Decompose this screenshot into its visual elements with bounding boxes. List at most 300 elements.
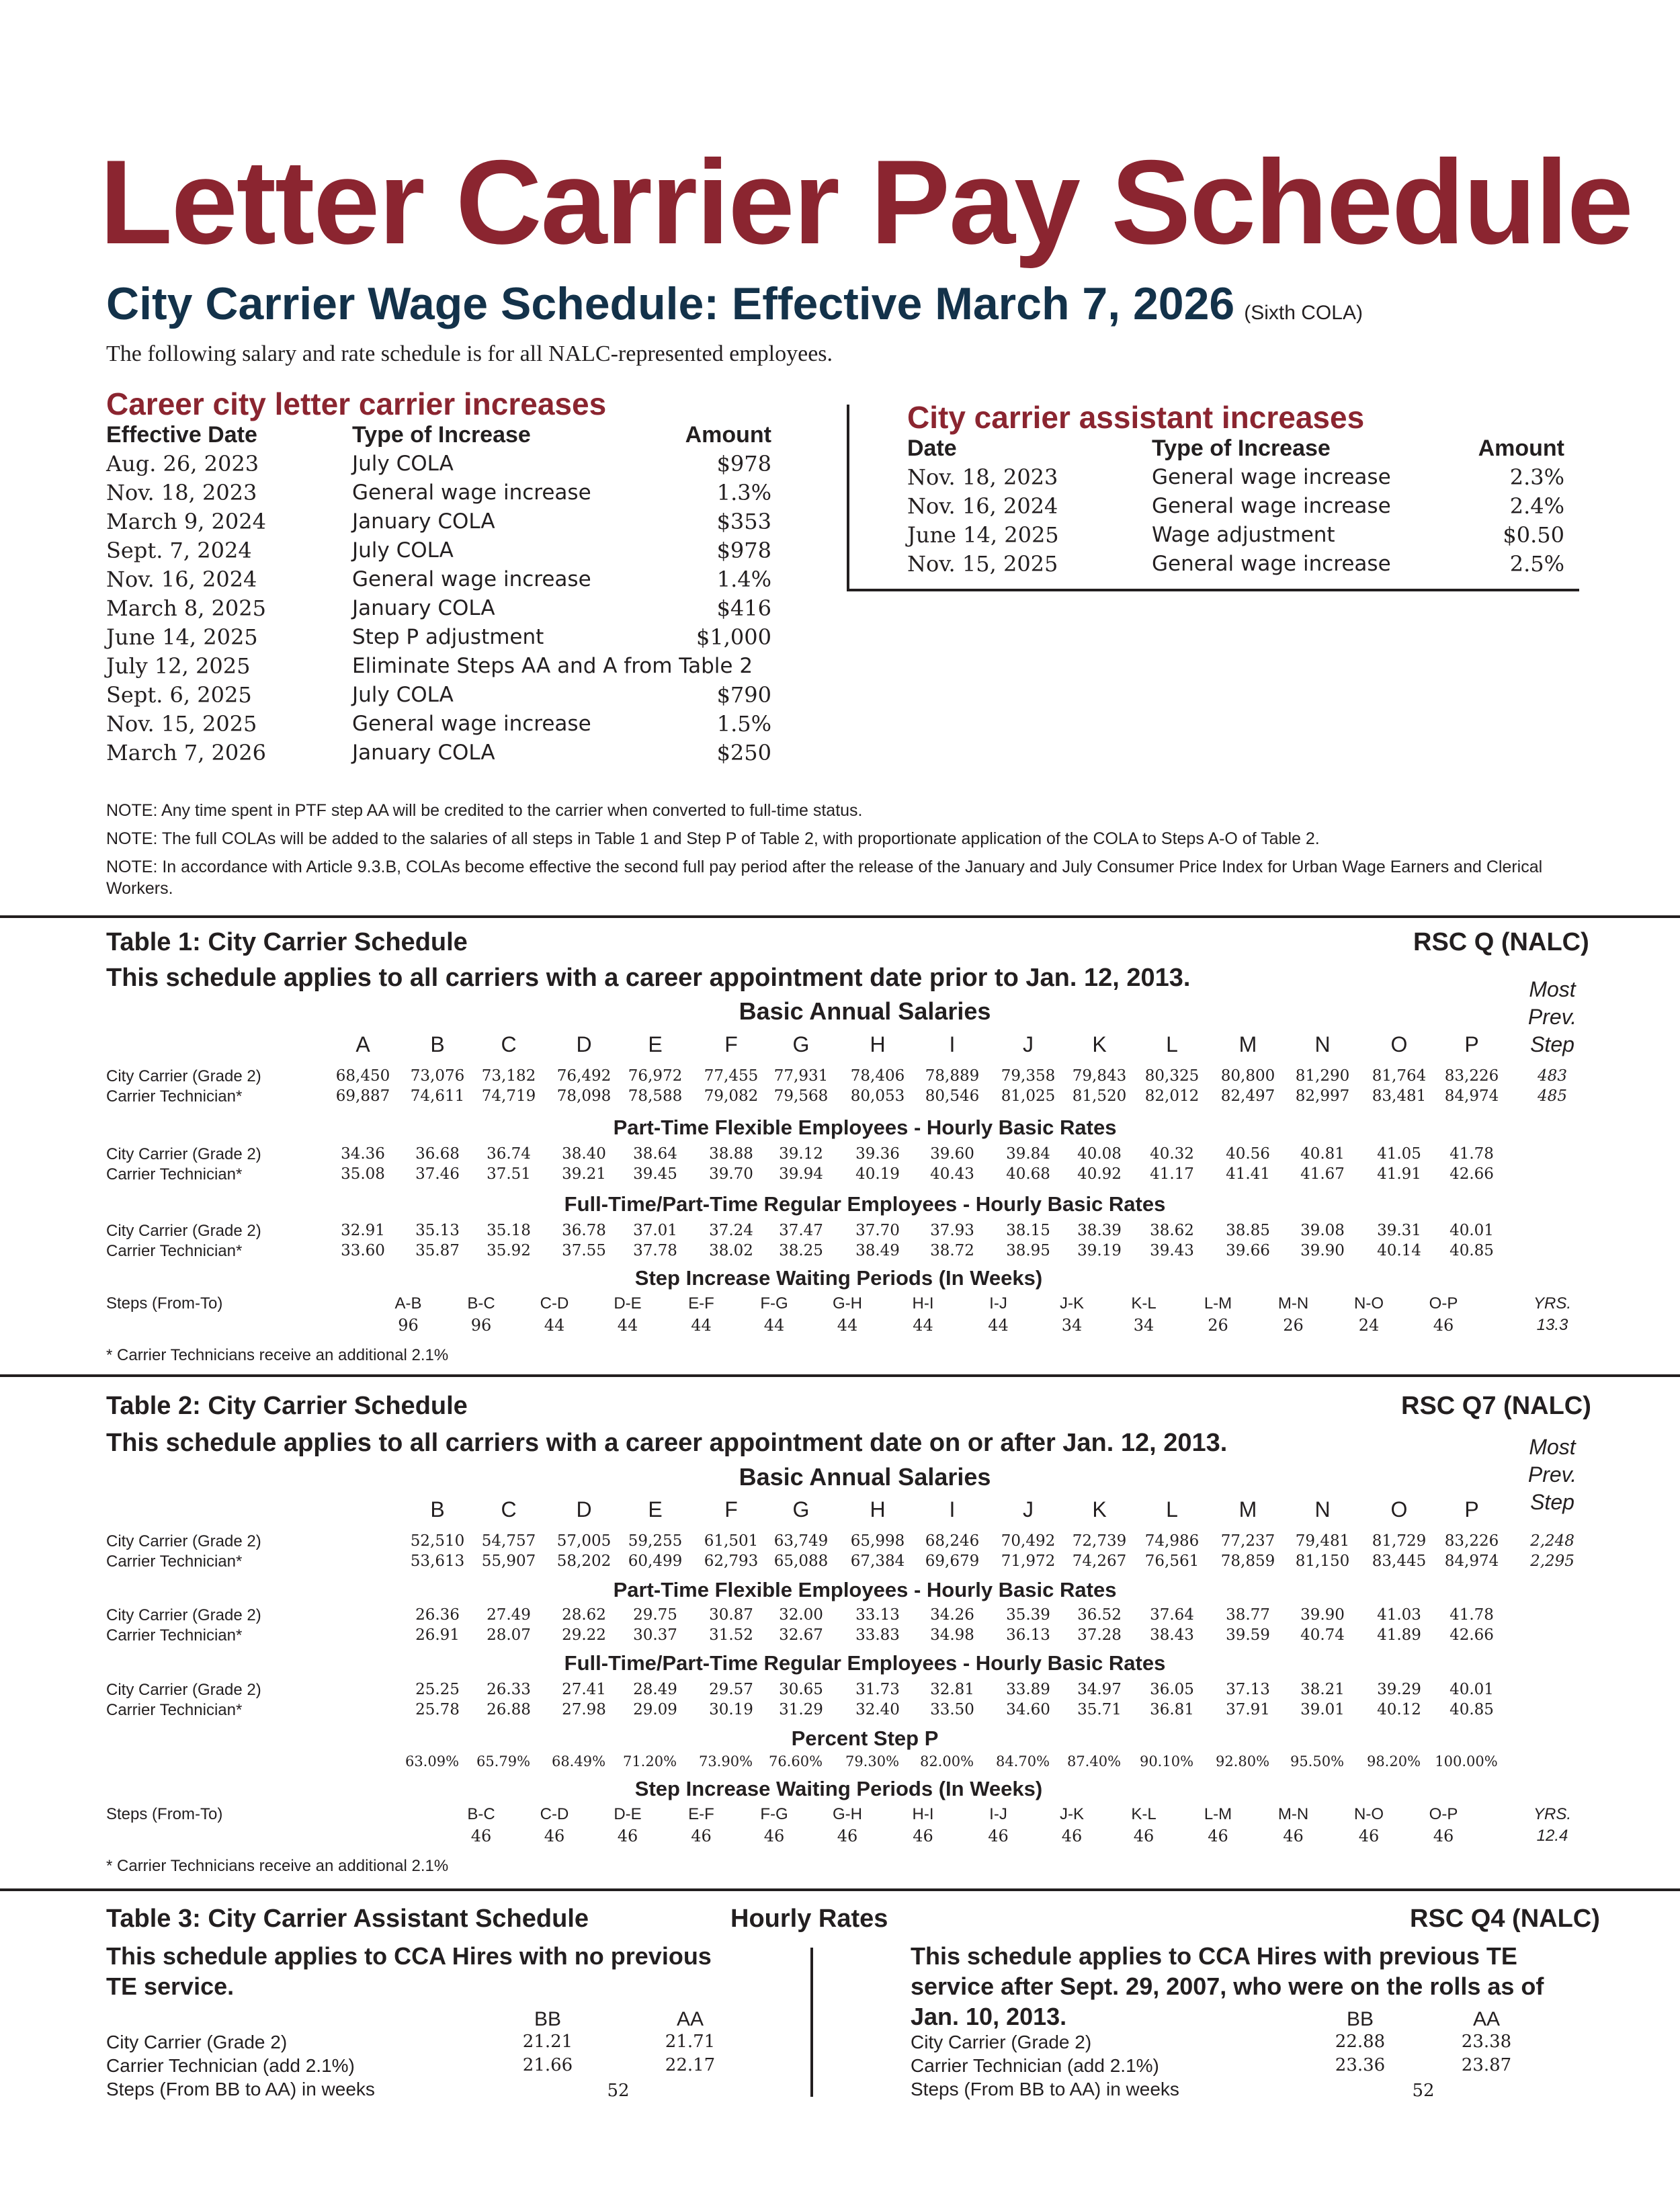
- table2-ftr-cell: 29.09: [633, 1701, 677, 1718]
- type-cell: General wage increase: [352, 567, 591, 591]
- table2-ftr-cell: 28.49: [633, 1681, 677, 1698]
- table2-ftr-cell: 40.85: [1450, 1701, 1494, 1718]
- table1-top-rule: [0, 915, 1680, 918]
- table2-ftr-cell: 31.29: [779, 1701, 823, 1718]
- table2-step-header: G: [792, 1497, 810, 1522]
- table1-ftr-cell: 39.66: [1226, 1242, 1270, 1259]
- type-cell: Step P adjustment: [352, 624, 544, 649]
- table3-left-steps-value: 52: [607, 2081, 630, 2101]
- career-increase-row: [106, 507, 771, 536]
- table1-waiting-label: J-K: [1060, 1294, 1084, 1313]
- table2-step-header: F: [724, 1497, 738, 1522]
- table1-waiting-label: G-H: [833, 1294, 862, 1313]
- table1-annual-cell: 79,358: [1001, 1067, 1056, 1085]
- table3-divider: [810, 1948, 813, 2097]
- table3-left-col-bb: BB: [534, 2008, 562, 2030]
- table2-annual-cell: 68,246: [925, 1532, 980, 1550]
- table1-step-header: P: [1464, 1032, 1479, 1056]
- table2-waiting-weeks: 46: [1061, 1827, 1083, 1845]
- table1-step-header: G: [792, 1032, 810, 1056]
- table3-top-rule: [0, 1888, 1680, 1891]
- table1-ptf-cell: 41.91: [1377, 1165, 1421, 1183]
- table2-ptf-cell: 39.90: [1300, 1606, 1345, 1624]
- date-cell: Nov. 18, 2023: [106, 479, 257, 505]
- table3-right-applies: This schedule applies to CCA Hires with previous TE service after Sept. 29, 2007, who were on the rolls as of Jan. 10, 2013.: [911, 1942, 1544, 2030]
- table2-ptf-cell: 34.98: [930, 1626, 974, 1644]
- subtitle-text: City Carrier Wage Schedule: Effective March 7, 2026: [106, 278, 1235, 329]
- table1-annual-cell: 68,450: [335, 1067, 390, 1085]
- table2-percent-cell: 98.20%: [1366, 1753, 1421, 1770]
- cca-increase-row: [907, 462, 1564, 491]
- table1-ptf-cell: 40.08: [1077, 1145, 1122, 1163]
- table2-percent-cell: 84.70%: [995, 1753, 1050, 1770]
- table1-ftr-cell: 38.62: [1150, 1222, 1194, 1239]
- table2-waiting-label: H-I: [912, 1805, 934, 1823]
- table2-yrs-label: YRS.: [1533, 1805, 1572, 1823]
- table1-ftr-cell: 33.60: [341, 1242, 385, 1259]
- table2-annual-cell: 65,998: [850, 1532, 905, 1550]
- table2-percent-cell: 63.09%: [405, 1753, 460, 1770]
- table1-waiting-label: N-O: [1354, 1294, 1384, 1313]
- table1-annual-cell: 80,325: [1144, 1067, 1200, 1085]
- table1-step-header: N: [1314, 1032, 1331, 1056]
- table3-title: Table 3: City Carrier Assistant Schedule: [106, 1905, 589, 1933]
- table1-step-header: E: [648, 1032, 663, 1056]
- table2-step-header: E: [648, 1497, 663, 1522]
- table1-ptf-row-label: City Carrier (Grade 2): [106, 1145, 261, 1163]
- table2-ptf-cell: 42.66: [1450, 1626, 1494, 1644]
- table2-waiting-label: O-P: [1429, 1805, 1458, 1823]
- table2-ptf-cell: 28.07: [487, 1626, 531, 1644]
- table1-annual-cell: 81,290: [1295, 1067, 1350, 1085]
- table1-waiting-label: L-M: [1204, 1294, 1232, 1313]
- table1-annual-cell: 81,025: [1001, 1087, 1056, 1105]
- intro-text: The following salary and rate schedule is for all NALC-represented employees.: [106, 341, 833, 366]
- table1-yrs-value: 13.3: [1536, 1316, 1568, 1334]
- table2-annual-row-label: Carrier Technician*: [106, 1552, 243, 1571]
- table1-ptf-cell: 39.84: [1006, 1145, 1050, 1163]
- table2-ptf-cell: 33.83: [855, 1626, 900, 1644]
- table1-annual-cell: 74,611: [410, 1087, 465, 1105]
- table2-annual-cell: 76,561: [1144, 1552, 1200, 1570]
- table2-ptf-cell: 32.00: [779, 1606, 823, 1624]
- table2-ptf-cell: 30.37: [633, 1626, 677, 1644]
- table1-annual-most-prev: 485: [1538, 1087, 1567, 1105]
- table1-waiting-label: D-E: [614, 1294, 642, 1313]
- table1-ftr-cell: 35.87: [415, 1242, 460, 1259]
- table2-step-header: L: [1166, 1497, 1178, 1522]
- table1-rsc: RSC Q (NALC): [1413, 928, 1589, 956]
- table1-waiting-weeks: 44: [617, 1316, 638, 1335]
- date-cell: Sept. 6, 2025: [106, 681, 252, 708]
- table2-ftr-cell: 35.71: [1077, 1701, 1122, 1718]
- table2-ptf-cell: 36.52: [1077, 1606, 1122, 1624]
- table1-ftr-row-label: City Carrier (Grade 2): [106, 1222, 261, 1240]
- table1-annual-cell: 79,082: [704, 1087, 759, 1105]
- table2-step-header: H: [870, 1497, 886, 1522]
- table1-annual-most-prev: 483: [1538, 1067, 1567, 1085]
- career-increase-row: [106, 651, 771, 680]
- amount-cell: $978: [716, 537, 771, 563]
- date-cell: Nov. 16, 2024: [106, 566, 257, 592]
- table3-right-col-bb: BB: [1346, 2008, 1374, 2030]
- table2-ftr-row-label: Carrier Technician*: [106, 1701, 243, 1719]
- table1-ptf-cell: 41.17: [1150, 1165, 1194, 1183]
- table2-percent-cell: 92.80%: [1215, 1753, 1270, 1770]
- table1-annual-cell: 79,843: [1072, 1067, 1127, 1085]
- table2-step-header: B: [430, 1497, 445, 1522]
- table2-ptf-cell: 37.28: [1077, 1626, 1122, 1644]
- table2-ftr-cell: 26.88: [487, 1701, 531, 1718]
- table1-annual-cell: 82,497: [1220, 1087, 1275, 1105]
- table1-ftr-cell: 35.13: [415, 1222, 460, 1239]
- table1-annual-cell: 82,012: [1144, 1087, 1200, 1105]
- table1-annual-title: Basic Annual Salaries: [739, 997, 991, 1025]
- table1-ftr-cell: 38.72: [930, 1242, 974, 1259]
- table2-step-header: I: [949, 1497, 956, 1522]
- table1-waiting-weeks: 96: [470, 1316, 492, 1335]
- table1-ftr-cell: 39.90: [1300, 1242, 1345, 1259]
- type-cell: General wage increase: [1152, 551, 1391, 576]
- table3-left-steps-label: Steps (From BB to AA) in weeks: [106, 2079, 375, 2099]
- table1-annual-cell: 69,887: [335, 1087, 390, 1105]
- table3-left-row-label: City Carrier (Grade 2): [106, 2032, 288, 2052]
- table2-title: Table 2: City Carrier Schedule: [106, 1392, 468, 1420]
- type-cell: July COLA: [352, 682, 454, 707]
- table2-waiting-weeks: 46: [691, 1827, 712, 1845]
- table1-ptf-cell: 37.51: [487, 1165, 531, 1183]
- type-cell: Wage adjustment: [1152, 522, 1335, 547]
- date-cell: March 9, 2024: [106, 508, 266, 534]
- table1-ptf-cell: 40.56: [1226, 1145, 1270, 1163]
- table3-right-row-label: Carrier Technician (add 2.1%): [911, 2055, 1159, 2076]
- table1-annual-row-label: City Carrier (Grade 2): [106, 1067, 261, 1085]
- table1-waiting-weeks: 34: [1133, 1316, 1154, 1335]
- table1-waiting-label: M-N: [1277, 1294, 1309, 1313]
- table1-waiting-label: K-L: [1131, 1294, 1157, 1313]
- table2-step-header: K: [1092, 1497, 1107, 1522]
- table2-ftr-cell: 30.65: [779, 1681, 823, 1698]
- table2-step-header: O: [1390, 1497, 1408, 1522]
- table1-waiting-weeks: 34: [1061, 1316, 1083, 1335]
- table1-step-header: F: [724, 1032, 738, 1056]
- type-cell: July COLA: [352, 538, 454, 563]
- table1-step-header: O: [1390, 1032, 1408, 1056]
- table2-ptf-cell: 32.67: [779, 1626, 823, 1644]
- table1-waiting-weeks: 44: [544, 1316, 565, 1335]
- career-increase-row: [106, 738, 771, 767]
- table1-step-header: D: [576, 1032, 592, 1056]
- table2-waiting-label: C-D: [540, 1805, 569, 1823]
- table2-ptf-cell: 40.74: [1300, 1626, 1345, 1644]
- table1-waiting-weeks: 26: [1283, 1316, 1304, 1335]
- table2-ptf-cell: 38.43: [1150, 1626, 1194, 1644]
- header-amount: Amount: [685, 421, 771, 448]
- table1-step-header: C: [501, 1032, 517, 1056]
- table1-yrs-label: YRS.: [1533, 1294, 1572, 1313]
- table2-ftr-cell: 25.78: [415, 1701, 460, 1718]
- table2-percent-cell: 87.40%: [1066, 1753, 1122, 1770]
- table2-annual-cell: 69,679: [925, 1552, 980, 1570]
- table2-ftr-cell: 31.73: [855, 1681, 900, 1698]
- amount-cell: $978: [716, 450, 771, 476]
- table2-ftr-cell: 27.98: [562, 1701, 606, 1718]
- table1-waiting-weeks: 44: [837, 1316, 858, 1335]
- cca-increases-table: [907, 434, 1564, 578]
- table2-waiting-label: N-O: [1354, 1805, 1384, 1823]
- note-cola: NOTE: The full COLAs will be added to the salaries of all steps in Table 1 and Step P of Table 2, with proportionate application of the COLA to Steps A-O of Table 2.: [106, 829, 1320, 848]
- table1-annual-cell: 83,226: [1444, 1067, 1499, 1085]
- table1-annual-cell: 73,076: [410, 1067, 465, 1085]
- table2-annual-cell: 62,793: [704, 1552, 759, 1570]
- table2-annual-row-label: City Carrier (Grade 2): [106, 1532, 261, 1550]
- note-article: NOTE: In accordance with Article 9.3.B, COLAs become effective the second full pay period after the release of the January and July Consumer Price Index for Urban Wage Earners and Clerical Workers.: [106, 858, 1543, 898]
- table3-right-aa-value: 23.87: [1461, 2055, 1512, 2075]
- table1-ftr-cell: 38.25: [779, 1242, 823, 1259]
- table2-ftr-cell: 37.91: [1226, 1701, 1270, 1718]
- table2-ftr-cell: 39.29: [1377, 1681, 1421, 1698]
- table2-annual-cell: 71,972: [1001, 1552, 1056, 1570]
- type-cell: General wage increase: [1152, 493, 1391, 518]
- table1-waiting-weeks: 26: [1208, 1316, 1228, 1335]
- table1-ftr-cell: 35.18: [487, 1222, 531, 1239]
- table3-rsc: RSC Q4 (NALC): [1410, 1905, 1600, 1933]
- table1-ptf-cell: 39.70: [709, 1165, 753, 1183]
- table1-ptf-cell: 36.74: [487, 1145, 531, 1163]
- table1-annual-cell: 81,764: [1372, 1067, 1427, 1085]
- table2-percent-cell: 100.00%: [1435, 1753, 1498, 1770]
- cca-increases-heading: City carrier assistant increases: [907, 400, 1365, 435]
- table2-waiting-label: L-M: [1204, 1805, 1232, 1823]
- table1-ptf-cell: 37.46: [415, 1165, 460, 1183]
- table2-ptf-cell: 35.39: [1006, 1606, 1050, 1624]
- table2-waiting-title: Step Increase Waiting Periods (In Weeks): [634, 1777, 1043, 1800]
- table1-ptf-cell: 38.88: [709, 1145, 753, 1163]
- table2-applies: This schedule applies to all carriers with a career appointment date on or after Jan. 12, 2013.: [106, 1429, 1228, 1457]
- table1-ptf-cell: 40.32: [1150, 1145, 1194, 1163]
- table1-ptf-cell: 39.21: [562, 1165, 606, 1183]
- table1-waiting-label: C-D: [540, 1294, 569, 1313]
- table2-waiting-label: M-N: [1277, 1805, 1309, 1823]
- table1-ftr-cell: 40.85: [1450, 1242, 1494, 1259]
- table1-ftr-cell: 39.31: [1377, 1222, 1421, 1239]
- table1-annual-cell: 74,719: [481, 1087, 536, 1105]
- table1-ftr-cell: 38.49: [855, 1242, 900, 1259]
- type-cell: Eliminate Steps AA and A from Table 2: [352, 653, 753, 678]
- table1-ptf-cell: 39.60: [930, 1145, 974, 1163]
- table1-ptf-cell: 40.68: [1006, 1165, 1050, 1183]
- table2-ptf-cell: 33.13: [855, 1606, 900, 1624]
- table2-waiting-label: E-F: [688, 1805, 714, 1823]
- date-cell: July 12, 2025: [106, 653, 251, 679]
- table2-waiting-label: J-K: [1060, 1805, 1084, 1823]
- section-divider: [847, 405, 849, 591]
- career-increases-heading: Career city letter carrier increases: [106, 386, 607, 421]
- table2-annual-most-prev: 2,248: [1530, 1532, 1574, 1550]
- table1-waiting-weeks: 44: [691, 1316, 712, 1335]
- table2-ptf-cell: 30.87: [709, 1606, 753, 1624]
- table1-ftr-cell: 39.43: [1150, 1242, 1194, 1259]
- table1-ptf-cell: 38.40: [562, 1145, 606, 1163]
- table1-step-header: B: [430, 1032, 445, 1056]
- table1-ftr-cell: 38.02: [709, 1242, 753, 1259]
- career-increase-row: [106, 709, 771, 738]
- table2-ptf-row-label: Carrier Technician*: [106, 1626, 243, 1645]
- table1-annual-cell: 78,098: [556, 1087, 612, 1105]
- table2-annual-cell: 77,237: [1220, 1532, 1275, 1550]
- date-cell: June 14, 2025: [106, 624, 258, 650]
- table1-ftr-cell: 37.01: [633, 1222, 677, 1239]
- table2-annual-cell: 59,255: [628, 1532, 683, 1550]
- table2-annual-most-prev: 2,295: [1530, 1552, 1574, 1570]
- table2-ptf-cell: 37.64: [1150, 1606, 1194, 1624]
- table2-ftr-cell: 36.81: [1150, 1701, 1194, 1718]
- table3-left-bb-value: 21.66: [522, 2055, 573, 2075]
- table1-ftr-cell: 32.91: [341, 1222, 385, 1239]
- table3-left-row-label: Carrier Technician (add 2.1%): [106, 2055, 355, 2076]
- career-increase-row: [106, 478, 771, 507]
- table2-ftr-cell: 33.50: [930, 1701, 974, 1718]
- table2-ptf-cell: 41.03: [1377, 1606, 1421, 1624]
- table1-step-header: I: [949, 1032, 956, 1056]
- table1-ftr-cell: 39.08: [1300, 1222, 1345, 1239]
- type-cell: General wage increase: [1152, 464, 1391, 489]
- header-type-of-increase: Type of Increase: [352, 421, 531, 448]
- type-cell: General wage increase: [352, 480, 591, 505]
- note-ptf: NOTE: Any time spent in PTF step AA will be credited to the carrier when converted to full-time status.: [106, 801, 863, 820]
- table1-waiting-label: F-G: [760, 1294, 788, 1313]
- header-effective-date: Effective Date: [106, 421, 257, 448]
- table1-applies: This schedule applies to all carriers with a career appointment date prior to Jan. 12, 2013.: [106, 964, 1191, 992]
- table1-steps-label: Steps (From-To): [106, 1294, 223, 1313]
- table2-ftr-cell: 37.13: [1226, 1681, 1270, 1698]
- table3-left-col-aa: AA: [676, 2008, 704, 2030]
- table2-ptf-cell: 31.52: [709, 1626, 753, 1644]
- table2-ftr-cell: 40.12: [1377, 1701, 1421, 1718]
- table3-right-steps-label: Steps (From BB to AA) in weeks: [911, 2079, 1179, 2099]
- table2-ptf-row-label: City Carrier (Grade 2): [106, 1606, 261, 1624]
- table1-annual-cell: 80,053: [850, 1087, 905, 1105]
- table1-waiting-weeks: 44: [763, 1316, 785, 1335]
- table1-waiting-label: O-P: [1429, 1294, 1458, 1313]
- table1-ftr-cell: 35.92: [487, 1242, 531, 1259]
- career-increase-row: [106, 536, 771, 565]
- table1-ptf-cell: 40.81: [1300, 1145, 1345, 1163]
- date-cell: March 7, 2026: [106, 739, 266, 765]
- amount-cell: $1,000: [696, 624, 771, 650]
- type-cell: July COLA: [352, 451, 454, 476]
- table2-ptf-cell: 41.89: [1377, 1626, 1421, 1644]
- amount-cell: 1.5%: [716, 710, 771, 737]
- table3-right-row-label: City Carrier (Grade 2): [911, 2032, 1092, 2052]
- table3-right-bb-value: 23.36: [1335, 2055, 1386, 2075]
- table2-ftr-cell: 34.60: [1006, 1701, 1050, 1718]
- table2-waiting-weeks: 46: [617, 1827, 638, 1845]
- table1-ftr-cell: 37.55: [562, 1242, 606, 1259]
- career-increases-table: [106, 421, 771, 767]
- amount-cell: $250: [716, 739, 771, 765]
- table2-annual-cell: 63,749: [773, 1532, 829, 1550]
- table1-waiting-title: Step Increase Waiting Periods (In Weeks): [634, 1266, 1043, 1290]
- table2-annual-cell: 70,492: [1001, 1532, 1056, 1550]
- table2-waiting-weeks: 46: [913, 1827, 933, 1845]
- table3-left-bb-value: 21.21: [522, 2032, 573, 2052]
- amount-cell: 2.4%: [1509, 493, 1564, 519]
- date-cell: Nov. 15, 2025: [907, 550, 1058, 577]
- table2-waiting-label: B-C: [467, 1805, 495, 1823]
- table2-annual-cell: 57,005: [556, 1532, 612, 1550]
- table1-waiting-label: B-C: [467, 1294, 495, 1313]
- table1-annual-row-label: Carrier Technician*: [106, 1087, 243, 1106]
- table2-footnote: * Carrier Technicians receive an additional 2.1%: [106, 1857, 449, 1875]
- table2-annual-cell: 74,267: [1072, 1552, 1127, 1570]
- table1-ptf-cell: 39.36: [855, 1145, 900, 1163]
- table1-ftr-cell: 38.95: [1006, 1242, 1050, 1259]
- table2-waiting-weeks: 46: [544, 1827, 565, 1845]
- table3-right-bb-value: 22.88: [1335, 2032, 1386, 2052]
- page-subtitle: [106, 278, 1363, 329]
- table1-ftr-title: Full-Time/Part-Time Regular Employees - Hourly Basic Rates: [564, 1192, 1166, 1216]
- table2-percent-cell: 71.20%: [622, 1753, 677, 1770]
- table1-ftr-cell: 37.70: [855, 1222, 900, 1239]
- table2-percent-cell: 90.10%: [1139, 1753, 1194, 1770]
- table2-ptf-cell: 28.62: [562, 1606, 606, 1624]
- table3-left-aa-value: 22.17: [665, 2055, 716, 2075]
- table2-ptf-cell: 29.22: [562, 1626, 606, 1644]
- table1-annual-cell: 77,455: [704, 1067, 759, 1085]
- table1-ptf-cell: 42.66: [1450, 1165, 1494, 1183]
- amount-cell: $790: [716, 681, 771, 708]
- table2-waiting-weeks: 46: [1283, 1827, 1304, 1845]
- table2-ptf-cell: 38.77: [1226, 1606, 1270, 1624]
- table2-annual-cell: 54,757: [481, 1532, 536, 1550]
- table2-yrs-value: 12.4: [1536, 1827, 1568, 1845]
- table3-right-col-aa: AA: [1472, 2008, 1501, 2030]
- table1-waiting-weeks: 24: [1358, 1316, 1380, 1335]
- table2-annual-cell: 60,499: [628, 1552, 683, 1570]
- header-type-of-increase: Type of Increase: [1152, 435, 1331, 461]
- table1-ptf-cell: 35.08: [341, 1165, 385, 1183]
- table1-waiting-weeks: 96: [398, 1316, 419, 1335]
- amount-cell: 2.5%: [1509, 550, 1564, 577]
- table1-annual-cell: 77,931: [773, 1067, 829, 1085]
- header-amount: Amount: [1478, 435, 1564, 461]
- type-cell: January COLA: [352, 509, 495, 534]
- table2-annual-cell: 81,150: [1295, 1552, 1350, 1570]
- table3-right-steps-value: 52: [1412, 2081, 1435, 2101]
- amount-cell: $416: [716, 595, 771, 621]
- table1-ptf-cell: 39.12: [779, 1145, 823, 1163]
- table1-footnote: * Carrier Technicians receive an additional 2.1%: [106, 1346, 449, 1364]
- table1-ftr-cell: 38.85: [1226, 1222, 1270, 1239]
- career-increase-row: [106, 680, 771, 709]
- table2-ptf-title: Part-Time Flexible Employees - Hourly Basic Rates: [613, 1578, 1117, 1601]
- table2-annual-cell: 78,859: [1220, 1552, 1275, 1570]
- table2-percent-cell: 95.50%: [1290, 1753, 1345, 1770]
- table2-top-rule: [0, 1374, 1680, 1377]
- date-cell: Sept. 7, 2024: [106, 537, 252, 563]
- subtitle-note: (Sixth COLA): [1244, 302, 1363, 324]
- date-cell: June 14, 2025: [907, 522, 1059, 548]
- table2-ptf-cell: 41.78: [1450, 1606, 1494, 1624]
- table1-ftr-cell: 40.14: [1377, 1242, 1421, 1259]
- table2-annual-cell: 53,613: [410, 1552, 465, 1570]
- table2-step-header: M: [1238, 1497, 1257, 1522]
- table1-ftr-cell: 38.15: [1006, 1222, 1050, 1239]
- table2-ftr-cell: 26.33: [487, 1681, 531, 1698]
- table1-ftr-cell: 37.47: [779, 1222, 823, 1239]
- table2-percent-cell: 76.60%: [768, 1753, 823, 1770]
